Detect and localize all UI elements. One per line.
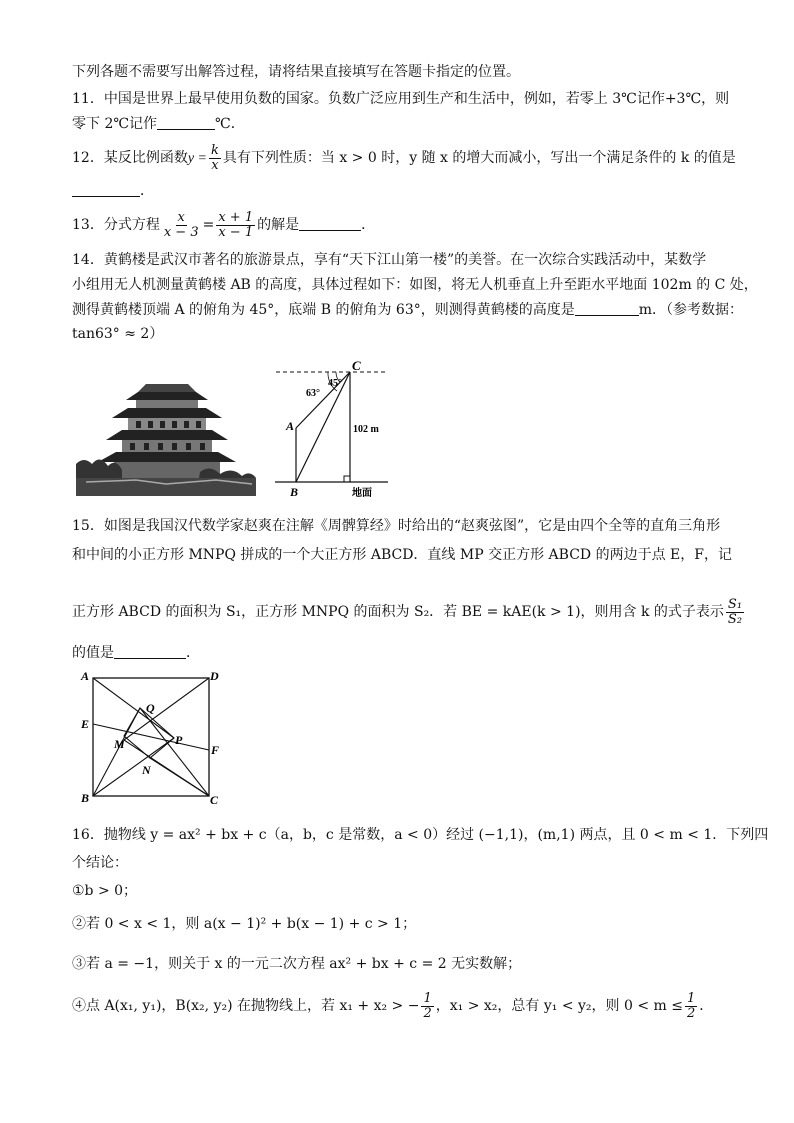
q14-label-C: C bbox=[352, 358, 361, 373]
q11-text: 零下 2℃记作 bbox=[72, 116, 158, 132]
q12-answer-blank[interactable] bbox=[72, 182, 140, 197]
q12-text-a: 12．某反比例函数 bbox=[72, 150, 188, 166]
q14-line4: tan63° ≈ 2） bbox=[72, 326, 164, 342]
q16-conclusion-3: ③若 a = −1，则关于 x 的一元二次方程 ax² + bx + c = 2 无实数解； bbox=[72, 956, 522, 972]
q15-label-E: E bbox=[81, 717, 90, 731]
intro-text: 下列各题不需要写出解答过程，请将结果直接填写在答题卡指定的位置。 bbox=[72, 64, 520, 80]
q15-label-P: P bbox=[175, 733, 183, 747]
q14-line3: 测得黄鹤楼顶端 A 的俯角为 45°，底端 B 的俯角为 63°，则测得黄鹤楼的高度是 m．（参考数据： bbox=[72, 302, 744, 318]
q15-line4: 的值是 ． bbox=[72, 645, 200, 661]
q14-height-label: 102 m bbox=[353, 424, 379, 435]
q15-label-M: M bbox=[114, 737, 125, 751]
q12-line1 bbox=[72, 143, 736, 174]
q14-label-A: A bbox=[286, 419, 295, 433]
q14-line2: 小组用无人机测量黄鹤楼 AB 的高度，具体过程如下：如图，将无人机垂直上升至距水平地面 102m 的 C 处， bbox=[72, 277, 758, 293]
q11-unit: ℃． bbox=[215, 116, 245, 132]
q16-conclusion-2: ②若 0 < x < 1，则 a(x − 1)² + b(x − 1) + c > 1； bbox=[72, 916, 417, 932]
q14-angle-63: 63° bbox=[306, 388, 320, 399]
q16-fraction-2: $\frac{1}{2}$ bbox=[686, 990, 696, 1021]
q14-answer-blank[interactable] bbox=[575, 301, 639, 316]
q12-text-b: 具有下列性质：当 x > 0 时，y 随 x 的增大而减小，写出一个满足条件的 k 的值是 bbox=[222, 150, 736, 166]
q15-line3: 正方形 ABCD 的面积为 S₁，正方形 MNPQ 的面积为 S₂．若 BE = kAE(k > 1)，则用含 k 的式子表示 $\frac{\text{S₁}}{\text{S₂}}$ bbox=[72, 596, 743, 627]
q15-answer-blank[interactable] bbox=[114, 644, 186, 659]
q13-text-b: 的解是 bbox=[257, 217, 300, 233]
q16-line1: 16．抛物线 y = ax² + bx + c（a，b，c 是常数，a < 0）经过 (−1,1)，(m,1) 两点，且 0 < m < 1．下列四 bbox=[72, 827, 769, 843]
q15-label-A: A bbox=[81, 669, 90, 683]
q15-label-D: D bbox=[210, 669, 219, 683]
q13-line: 13．分式方程 $\frac{x}{x - 3}$ = $\frac{x + 1}{x - 1}$ 的解是 ． bbox=[72, 209, 376, 240]
q11-line1: 11．中国是世界上最早使用负数的国家。负数广泛应用到生产和生活中，例如，若零上 3℃记作+3℃，则 bbox=[72, 91, 730, 107]
q11-line2 bbox=[72, 114, 245, 134]
q16-conclusion-4: ④点 A(x₁, y₁)，B(x₂, y₂) 在抛物线上，若 x₁ + x₂ > − $\frac{1}{2}$ ，x₁ > x₂，总有 y₁ < y₂，则 0 < m ≤ $\frac{1}{2}$ ． bbox=[72, 990, 714, 1021]
yellow-crane-tower-image bbox=[76, 378, 256, 496]
q14-angle-45: 45° bbox=[328, 378, 342, 389]
q13-fraction-right: $\frac{x + 1}{x - 1}$ bbox=[218, 209, 254, 240]
q16-conclusion-1: ①b > 0； bbox=[72, 883, 138, 899]
q16-line2: 个结论： bbox=[72, 855, 128, 871]
q16-fraction-1: $\frac{1}{2}$ bbox=[423, 990, 432, 1021]
q15-label-B: B bbox=[81, 791, 90, 805]
q13-text-a: 13．分式方程 bbox=[72, 217, 160, 233]
q12-fraction: $\frac{k}{x}$ bbox=[211, 142, 219, 173]
q12-y-eq: y = bbox=[187, 151, 207, 166]
q15-label-Q: Q bbox=[146, 701, 155, 715]
q13-answer-blank[interactable] bbox=[299, 216, 361, 231]
q14-geometry-figure bbox=[270, 358, 400, 500]
q12-line2: ． bbox=[72, 181, 154, 201]
zhao-shuang-chord-diagram bbox=[76, 668, 226, 808]
q14-line1: 14．黄鹤楼是武汉市著名的旅游景点，享有“天下江山第一楼”的美誉。在一次综合实践活动中，某数学 bbox=[72, 252, 707, 268]
q15-line1: 15．如图是我国汉代数学家赵爽在注解《周髀算经》时给出的“赵爽弦图”，它是由四个全等的直角三角形 bbox=[72, 518, 721, 534]
q15-label-C: C bbox=[210, 793, 219, 807]
q11-answer-blank[interactable] bbox=[157, 115, 215, 130]
q14-ground-label: 地面 bbox=[352, 488, 372, 499]
q15-label-N: N bbox=[142, 763, 151, 777]
q13-fraction-left: $\frac{x}{x - 3}$ bbox=[163, 209, 199, 240]
q15-line2: 和中间的小正方形 MNPQ 拼成的一个大正方形 ABCD．直线 MP 交正方形 ABCD 的两边于点 E，F，记 bbox=[72, 547, 732, 563]
q15-fraction: $\frac{\text{S₁}}{\text{S₂}}$ bbox=[727, 596, 743, 627]
q14-label-B: B bbox=[290, 485, 299, 499]
q15-label-F: F bbox=[211, 743, 220, 757]
